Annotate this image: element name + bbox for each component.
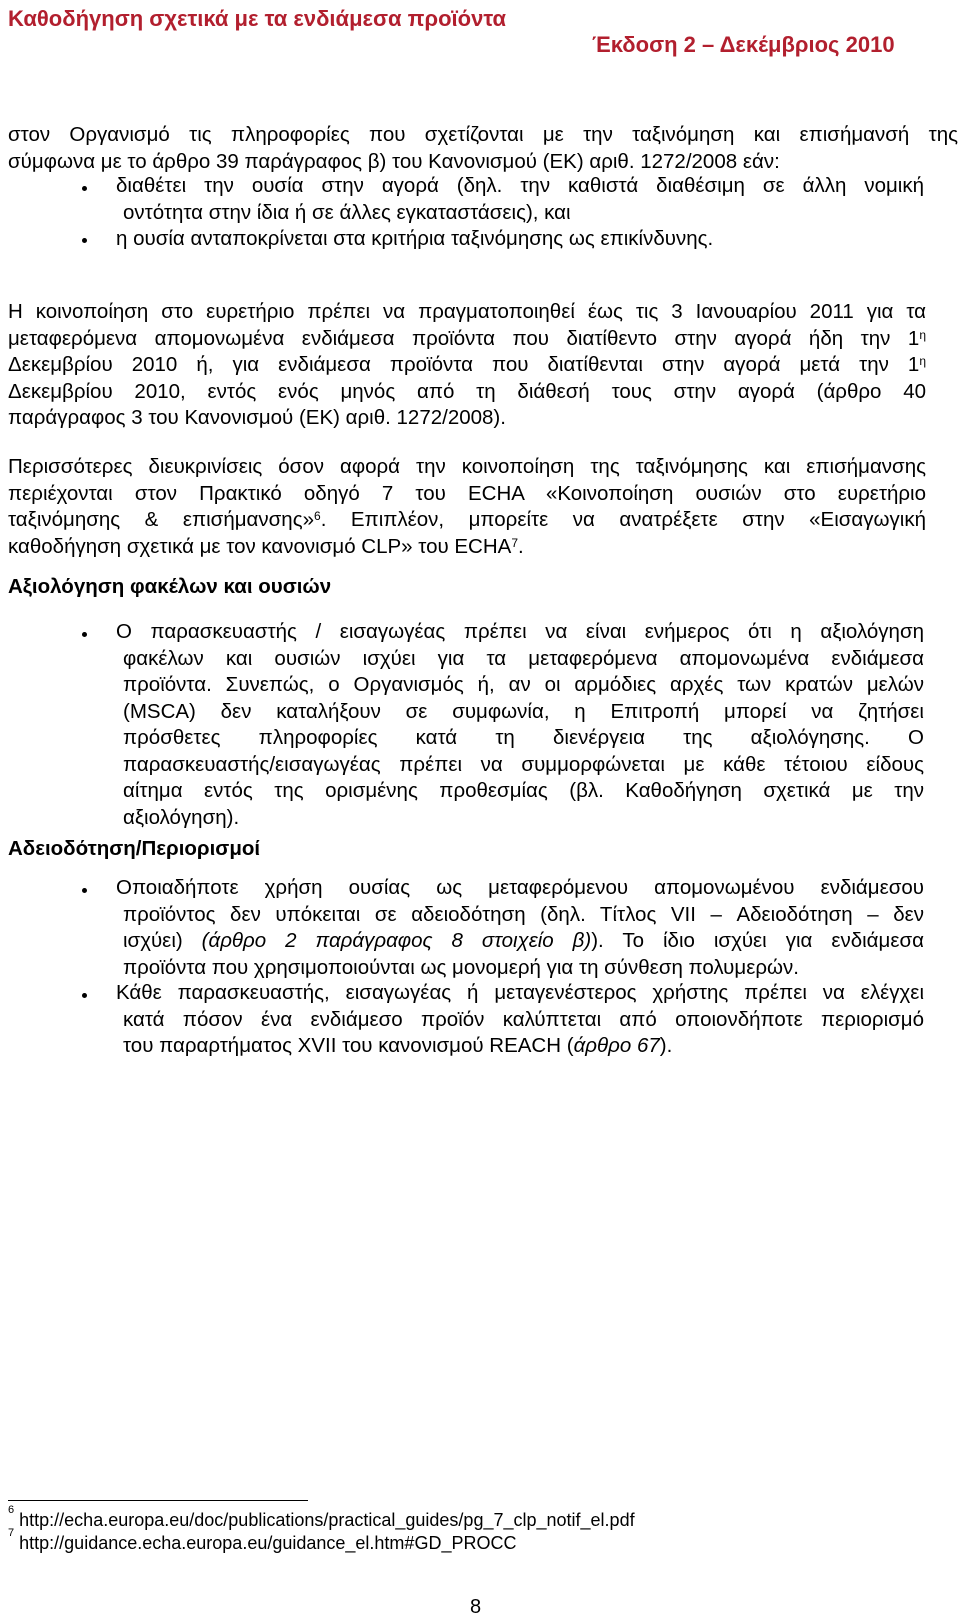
notification-line-5: παράγραφος 3 του Κανονισμού (ΕΚ) αριθ. 1272/2008).: [8, 406, 506, 429]
evaluation-line: πρόσθετες πληροφορίες κατά τη διενέργεια της αξιολόγησης. Ο: [123, 726, 924, 749]
notification-line-2-text: μεταφερόμενα απομονωμένα ενδιάμεσα προϊόντα που διατίθεντο στην αγορά ήδη την 1: [8, 326, 920, 350]
intro-line-2: σύμφωνα με το άρθρο 39 παράγραφος β) του Κανονισμού (ΕΚ) αριθ. 1272/2008 εάν:: [8, 149, 780, 173]
legal-reference: άρθρο 67: [573, 1034, 660, 1057]
header-edition: Έκδοση 2 – Δεκέμβριος 2010: [592, 32, 895, 57]
page-number: 8: [470, 1596, 482, 1618]
evaluation-heading: Αξιολόγηση φακέλων και ουσιών: [8, 575, 332, 598]
intro-paragraph: [8, 122, 958, 175]
superscript: η: [919, 354, 926, 368]
footnote-7: [8, 1527, 517, 1554]
authorisation-b1-line-1: Οποιαδήποτε χρήση ουσίας ως μεταφερόμενου απομονωμένου ενδιάμεσου: [116, 876, 924, 899]
header-title: Καθοδήγηση σχετικά με τα ενδιάμεσα προϊόντα: [8, 6, 507, 31]
evaluation-line: (MSCA) δεν καταλήξουν σε συμφωνία, η Επιτροπή μπορεί να ζητήσει: [123, 699, 924, 723]
notification-line-3: [8, 352, 926, 379]
clarifications-line-3: [8, 507, 926, 534]
authorisation-b1-line-3: [116, 928, 924, 955]
footnote-separator: [8, 1500, 308, 1501]
authorisation-b2-line-3: [116, 1033, 924, 1060]
evaluation-line: Ο παρασκευαστής / εισαγωγέας πρέπει να είναι ενήμερος ότι η αξιολόγηση: [116, 620, 924, 643]
bullet-icon: [82, 888, 87, 893]
superscript: η: [919, 327, 926, 342]
notification-line-4: Δεκεμβρίου 2010, εντός ενός μηνός από τη διάθεσή τους στην αγορά (άρθρο 40: [8, 379, 926, 403]
clarifications-line-4-text: καθοδήγηση σχετικά με τον κανονισμό CLP» του ECHA: [8, 534, 512, 558]
authorisation-heading: Αδειοδότηση/Περιορισμοί: [8, 837, 261, 860]
authorisation-b1-line-3-rest: ). Το ίδιο ισχύει για ενδιάμεσα: [591, 929, 924, 952]
evaluation-line: παρασκευαστής/εισαγωγέας πρέπει να συμμορφώνεται με κάθε τέτοιου είδους: [123, 752, 924, 776]
footnote-ref: 6: [314, 509, 321, 523]
intro-bullet-1-line-2: οντότητα στην ίδια ή σε άλλες εγκαταστάσεις), και: [123, 200, 571, 224]
clarifications-line-1: Περισσότερες διευκρινίσεις όσον αφορά την κοινοποίηση της ταξινόμησης και επισήμανσης: [8, 455, 926, 478]
evaluation-bullet: [116, 619, 924, 831]
bullet-icon: [82, 238, 87, 243]
authorisation-b2-line-3-text: του παραρτήματος XVII του κανονισμού REACH (: [123, 1034, 574, 1057]
evaluation-line: αίτημα εντός της ορισμένης προθεσμίας (βλ. Καθοδήγηση σχετικά με την: [123, 779, 924, 802]
clarifications-line-4-rest: .: [518, 534, 524, 558]
authorisation-b2-line-2: κατά πόσον ένα ενδιάμεσο προϊόν καλύπτεται από οποιονδήποτε περιορισμό: [123, 1007, 924, 1031]
intro-line-1: στον Οργανισμό τις πληροφορίες που σχετίζονται με την ταξινόμηση και επισήμανσή της: [8, 123, 958, 146]
notification-paragraph: [8, 299, 926, 432]
evaluation-line: φακέλων και ουσιών ισχύει για τα μεταφερόμενα απομονωμένα ενδιάμεσα: [123, 646, 924, 670]
footnote-ref: 7: [511, 535, 519, 550]
bullet-icon: [82, 632, 87, 637]
authorisation-b1-line-3-text: ισχύει): [123, 929, 202, 952]
authorisation-b2-line-1: Κάθε παρασκευαστής, εισαγωγέας ή μεταγενέστερος χρήστης πρέπει να ελέγχει: [116, 981, 924, 1004]
authorisation-b1-line-2: προϊόντος δεν υπόκειται σε αδειοδότηση (δηλ. Τίτλος VII – Αδειοδότηση – δεν: [123, 902, 924, 926]
authorisation-bullet-2: [116, 980, 924, 1060]
evaluation-line: προϊόντα. Συνεπώς, ο Οργανισμός ή, αν οι αρμόδιες αρχές των κρατών μελών: [123, 673, 924, 696]
bullet-icon: [82, 993, 87, 998]
footnote-link[interactable]: http://guidance.echa.europa.eu/guidance_el.htm#GD_PROCC: [19, 1533, 517, 1553]
clarifications-line-2: περιέχονται στον Πρακτικό οδηγό 7 του ECHA «Κοινοποίηση ουσιών στο ευρετήριο: [8, 481, 926, 505]
authorisation-bullet-1: [116, 875, 924, 981]
intro-bullet-1-line-1: διαθέτει την ουσία στην αγορά (δηλ. την καθιστά διαθέσιμη σε άλλη νομική: [116, 174, 924, 197]
notification-line-3-text: Δεκεμβρίου 2010 ή, για ενδιάμεσα προϊόντα που διατίθενται στην αγορά μετά την 1: [8, 353, 920, 376]
clarifications-paragraph: [8, 454, 926, 560]
evaluation-line: αξιολόγηση).: [123, 805, 240, 829]
footnote-number: 7: [8, 1527, 15, 1539]
clarifications-line-3-rest: . Επιπλέον, μπορείτε να ανατρέξετε στην «Εισαγωγική: [320, 508, 926, 531]
intro-bullet-1: [116, 173, 924, 226]
footnote-link[interactable]: http://echa.europa.eu/doc/publications/practical_guides/pg_7_clp_notif_el.pdf: [19, 1510, 635, 1530]
bullet-icon: [82, 186, 87, 191]
footnote-6: [8, 1504, 635, 1531]
notification-line-1: Η κοινοποίηση στο ευρετήριο πρέπει να πραγματοποιηθεί έως τις 3 Ιανουαρίου 2011 για τα: [8, 300, 926, 323]
authorisation-b1-line-4: προϊόντα που χρησιμοποιούνται ως μονομερή για τη σύνθεση πολυμερών.: [123, 955, 799, 979]
clarifications-line-3-text: ταξινόμησης & επισήμανσης»: [8, 508, 314, 531]
clarifications-line-4: [8, 534, 926, 561]
authorisation-b2-line-3-rest: ).: [659, 1034, 673, 1057]
footnote-number: 6: [8, 1504, 15, 1516]
intro-bullet-2: η ουσία ανταποκρίνεται στα κριτήρια ταξινόμησης ως επικίνδυνης.: [116, 227, 714, 250]
legal-reference: (άρθρο 2 παράγραφος 8 στοιχείο β): [201, 929, 592, 952]
notification-line-2: [8, 326, 926, 353]
